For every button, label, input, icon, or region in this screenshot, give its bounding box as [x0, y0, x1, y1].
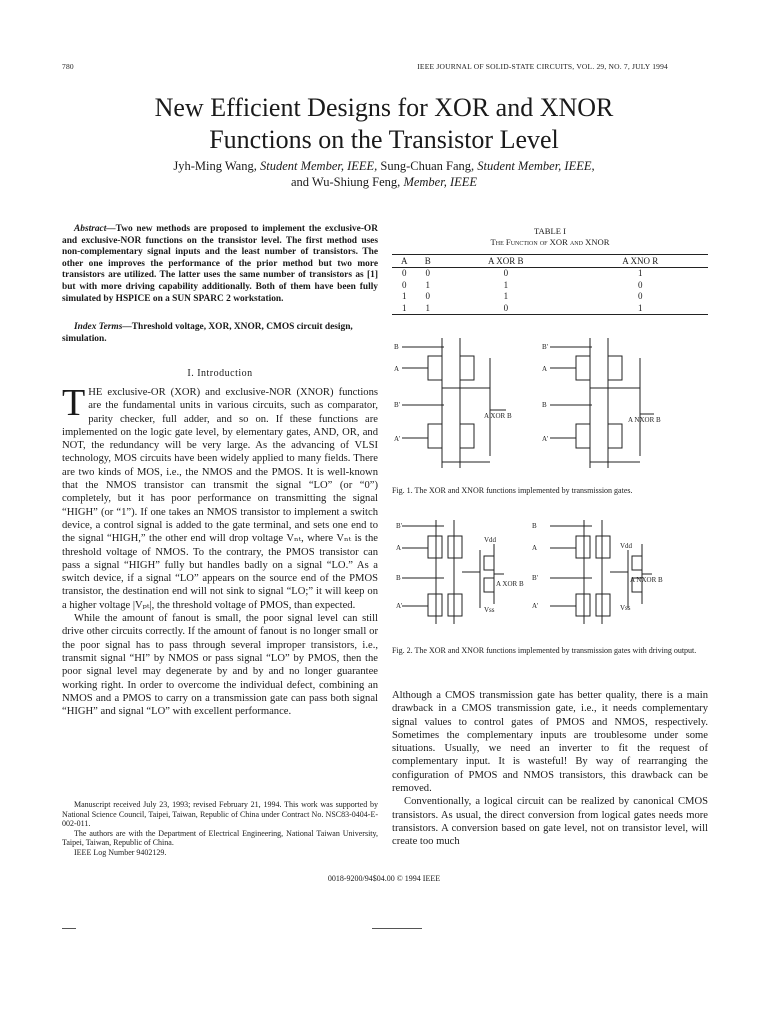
table-header-cell: A XNO R: [573, 255, 708, 268]
truth-table: [392, 254, 708, 315]
table-cell: 1: [416, 303, 439, 315]
fig1-l-a2-label: A': [394, 435, 401, 443]
table-row: [392, 291, 708, 303]
table-row: [392, 268, 708, 280]
author-3: and Wu-Shiung Feng,: [290, 175, 401, 189]
title-line-1: New Efficient Designs for XOR and XNOR: [154, 93, 614, 122]
table-cell: 1: [503, 279, 509, 290]
fig1-l-top-label: B: [394, 343, 399, 351]
fig1-l-b-label: B': [394, 401, 400, 409]
fig2-r-top-label: B: [532, 522, 537, 530]
page-number: 780: [62, 62, 74, 71]
intro-paragraph-2: While the amount of fanout is small, the poor signal level can still drive other circuits correctly. If the amount of fanout is no longer small or the poor signal has to pass through several improper transistors, i.e., transmit signal “HI” by NMOS or pass signal “LO” by PMOS, then the poor signal level may degenerate by and by and no longer guarantee working right. In order to overcome the individual defect, combining an NMOS and a PMOS to carry on a transmission gate can pass both signal “HIGH” and signal “LO” with excellent performance.: [62, 613, 378, 718]
fig2-l-a2-label: A': [396, 602, 403, 610]
table-cell: 0: [425, 268, 430, 278]
fig1-r-b-label: B: [542, 401, 547, 409]
fig2-l-b-label: B: [396, 574, 401, 582]
fig2-l-top-label: B': [396, 522, 402, 530]
footnote-1: Manuscript received July 23, 1993; revised February 21, 1994. This work was supported by National Science Council, Taipei, Taiwan, Republic of China under Contract No. NSC83-0404-E-002-011.: [62, 800, 378, 829]
table-cell: 1: [401, 291, 407, 301]
author-2: Sung-Chuan Fang,: [380, 159, 475, 173]
author-2-role: Student Member, IEEE,: [477, 159, 595, 173]
fig1-r-a2-label: A': [542, 435, 549, 443]
fig1-right-circuit: [550, 338, 654, 468]
rule-mark-center: [372, 928, 422, 929]
table-cell: 0: [401, 268, 407, 278]
index-terms: [62, 322, 378, 345]
fig2-r-vdd-label: Vdd: [620, 542, 633, 550]
fig2-r-b-label: B': [532, 574, 538, 582]
fig2-l-out-label: A XOR B: [496, 580, 524, 588]
col2-text: [392, 689, 708, 849]
abstract-label: Abstract—: [74, 224, 116, 234]
table-header-cell: A XOR B: [439, 255, 573, 268]
fig1-diagram: [392, 338, 708, 478]
intro-text: [62, 382, 378, 718]
fig2-right-circuit: [550, 520, 652, 624]
table-cell: 0: [425, 291, 430, 301]
table-cell: 1: [503, 291, 509, 301]
fig2-r-vss-label: Vss: [620, 604, 631, 612]
title-line-2: Functions on the Transistor Level: [209, 125, 559, 154]
col2-paragraph-1: Although a CMOS transmission gate has better quality, there is a main drawback in a CMOS transmission gate, i.e., it needs complementary signal values to control gates of PMOS and NMOS, respectively. Sometimes the complementary inputs are troublesome under some situations. Usually, we need an inverter to fit the request of complementary input. It is wasteful! By way of rearranging the configuration of PMOS and NMOS transistors, this drawback can be removed.: [392, 690, 708, 795]
copyright: 0018-9200/94$04.00 © 1994 IEEE: [327, 874, 441, 883]
table-row: [392, 280, 708, 292]
footnote: [62, 800, 378, 858]
footnote-2: The authors are with the Department of Electrical Engineering, National Taiwan University, Taipei, Taiwan, Republic of China.: [62, 828, 378, 848]
author-1-role: Student Member, IEEE,: [259, 159, 378, 173]
table-row: [392, 303, 708, 315]
author-1: Jyh-Ming Wang,: [173, 159, 257, 173]
table-cell: 1: [638, 268, 643, 278]
fig2-l-a-label: A: [396, 544, 402, 552]
fig1-l-a-label: A: [394, 365, 400, 373]
fig1-l-out-label: A XOR B: [484, 412, 512, 420]
table-cell: 0: [401, 279, 407, 290]
fig2-l-vss-label: Vss: [484, 606, 495, 614]
author-3-role: Member, IEEE: [403, 175, 478, 189]
paper-title: [60, 92, 708, 156]
fig2-caption: Fig. 2. The XOR and XNOR functions implemented by transmission gates with driving output.: [392, 646, 697, 655]
col2-paragraph-2: Conventionally, a logical circuit can be realized by canonical CMOS transistors. As usual, the direct conversion from logical gates needs more transistors. A conversion based on gate level, not on transistor level, will create too much: [392, 796, 708, 848]
fig1-r-out-label: A NXOR B: [628, 416, 661, 424]
fig2-r-out-label: A NXOR B: [630, 576, 663, 584]
table-cell: 0: [638, 291, 643, 301]
intro-paragraph-1: HE exclusive-OR (XOR) and exclusive-NOR (XNOR) functions are the fundamental units in various circuits, such as comparator, parity checker, full adder, and so on. If these functions are implemented on the logic gate level, by elementary gates, AND, OR, and NOT, the redundancy will be very large. As the advancing of VLSI technology, MOS circuits have been widely applied to many fields. There are two kinds of MOS, i.e., the NMOS and the PMOS. It is well-known that the NMOS transistor can transmit the signal “LO” (or “0”) completely, but it has poor performance on transmitting the signal “HIGH” (or “1”). If one takes an NMOS transistor to implement a switch device, a control signal is added to the gate terminal, and sets one end to the signal “HIGH,” the other end will drop voltage Vₙₜ, where Vₙₜ is the threshold voltage of NMOS. To the contrary, the PMOS transistor can pass a signal “HIGH” fully but handles badly on a signal “LO.” As a switch device, if a signal “LO” appears on the source end of the PMOS transistor, the destination end will not sink to signal “LO;” it will keep on a higher voltage |Vₚₜ|, the threshold voltage of PMOS, than expected.: [62, 387, 378, 611]
section-heading: I. Introduction: [187, 368, 253, 379]
fig1-r-a-label: A: [542, 365, 548, 373]
fig1-caption: Fig. 1. The XOR and XNOR functions implemented by transmission gates.: [392, 486, 633, 495]
table-caption: The Function of XOR and XNOR: [490, 237, 610, 247]
authors: [60, 158, 708, 190]
journal-header: IEEE JOURNAL OF SOLID-STATE CIRCUITS, VOL. 29, NO. 7, JULY 1994: [417, 62, 668, 71]
fig2-r-a-label: A: [532, 544, 538, 552]
table-cell: 1: [392, 303, 416, 315]
index-terms-text: Threshold voltage, XOR, XNOR, CMOS circuit design, simulation.: [62, 322, 353, 344]
footnote-3: IEEE Log Number 9402129.: [74, 847, 167, 857]
table-header-cell: A: [392, 255, 416, 268]
drop-cap: T: [62, 382, 86, 424]
fig2-diagram: [392, 520, 708, 630]
abstract: [62, 224, 378, 305]
table-body: [392, 268, 708, 315]
table-cell: 0: [638, 279, 643, 290]
table-header-cell: B: [416, 255, 439, 268]
table-cell: 0: [503, 268, 509, 278]
table-cell: 1: [425, 279, 430, 290]
table-cell: 0: [439, 303, 573, 315]
table-label: TABLE I: [533, 226, 566, 236]
index-terms-label: Index Terms—: [74, 322, 132, 332]
table-header-row: [392, 255, 708, 268]
fig1-r-top-label: B': [542, 343, 548, 351]
fig2-l-vdd-label: Vdd: [484, 536, 497, 544]
table-cell: 1: [573, 303, 708, 315]
rule-mark-left: [62, 928, 76, 929]
abstract-text: Two new methods are proposed to implement the exclusive-OR and exclusive-NOR functions on the transistor level. The first method uses non-complementary signal inputs and the least number of transistors. The other one improves the performance of the prior method but two more transistors are utilized. The latter uses the same number of transistors as [1] but with more driving capability additionally. Both of them have been fully simulated by HSPICE on a SUN SPARC 2 workstation.: [62, 224, 378, 304]
fig2-r-a2-label: A': [532, 602, 539, 610]
fig1-left-circuit: [402, 338, 506, 468]
